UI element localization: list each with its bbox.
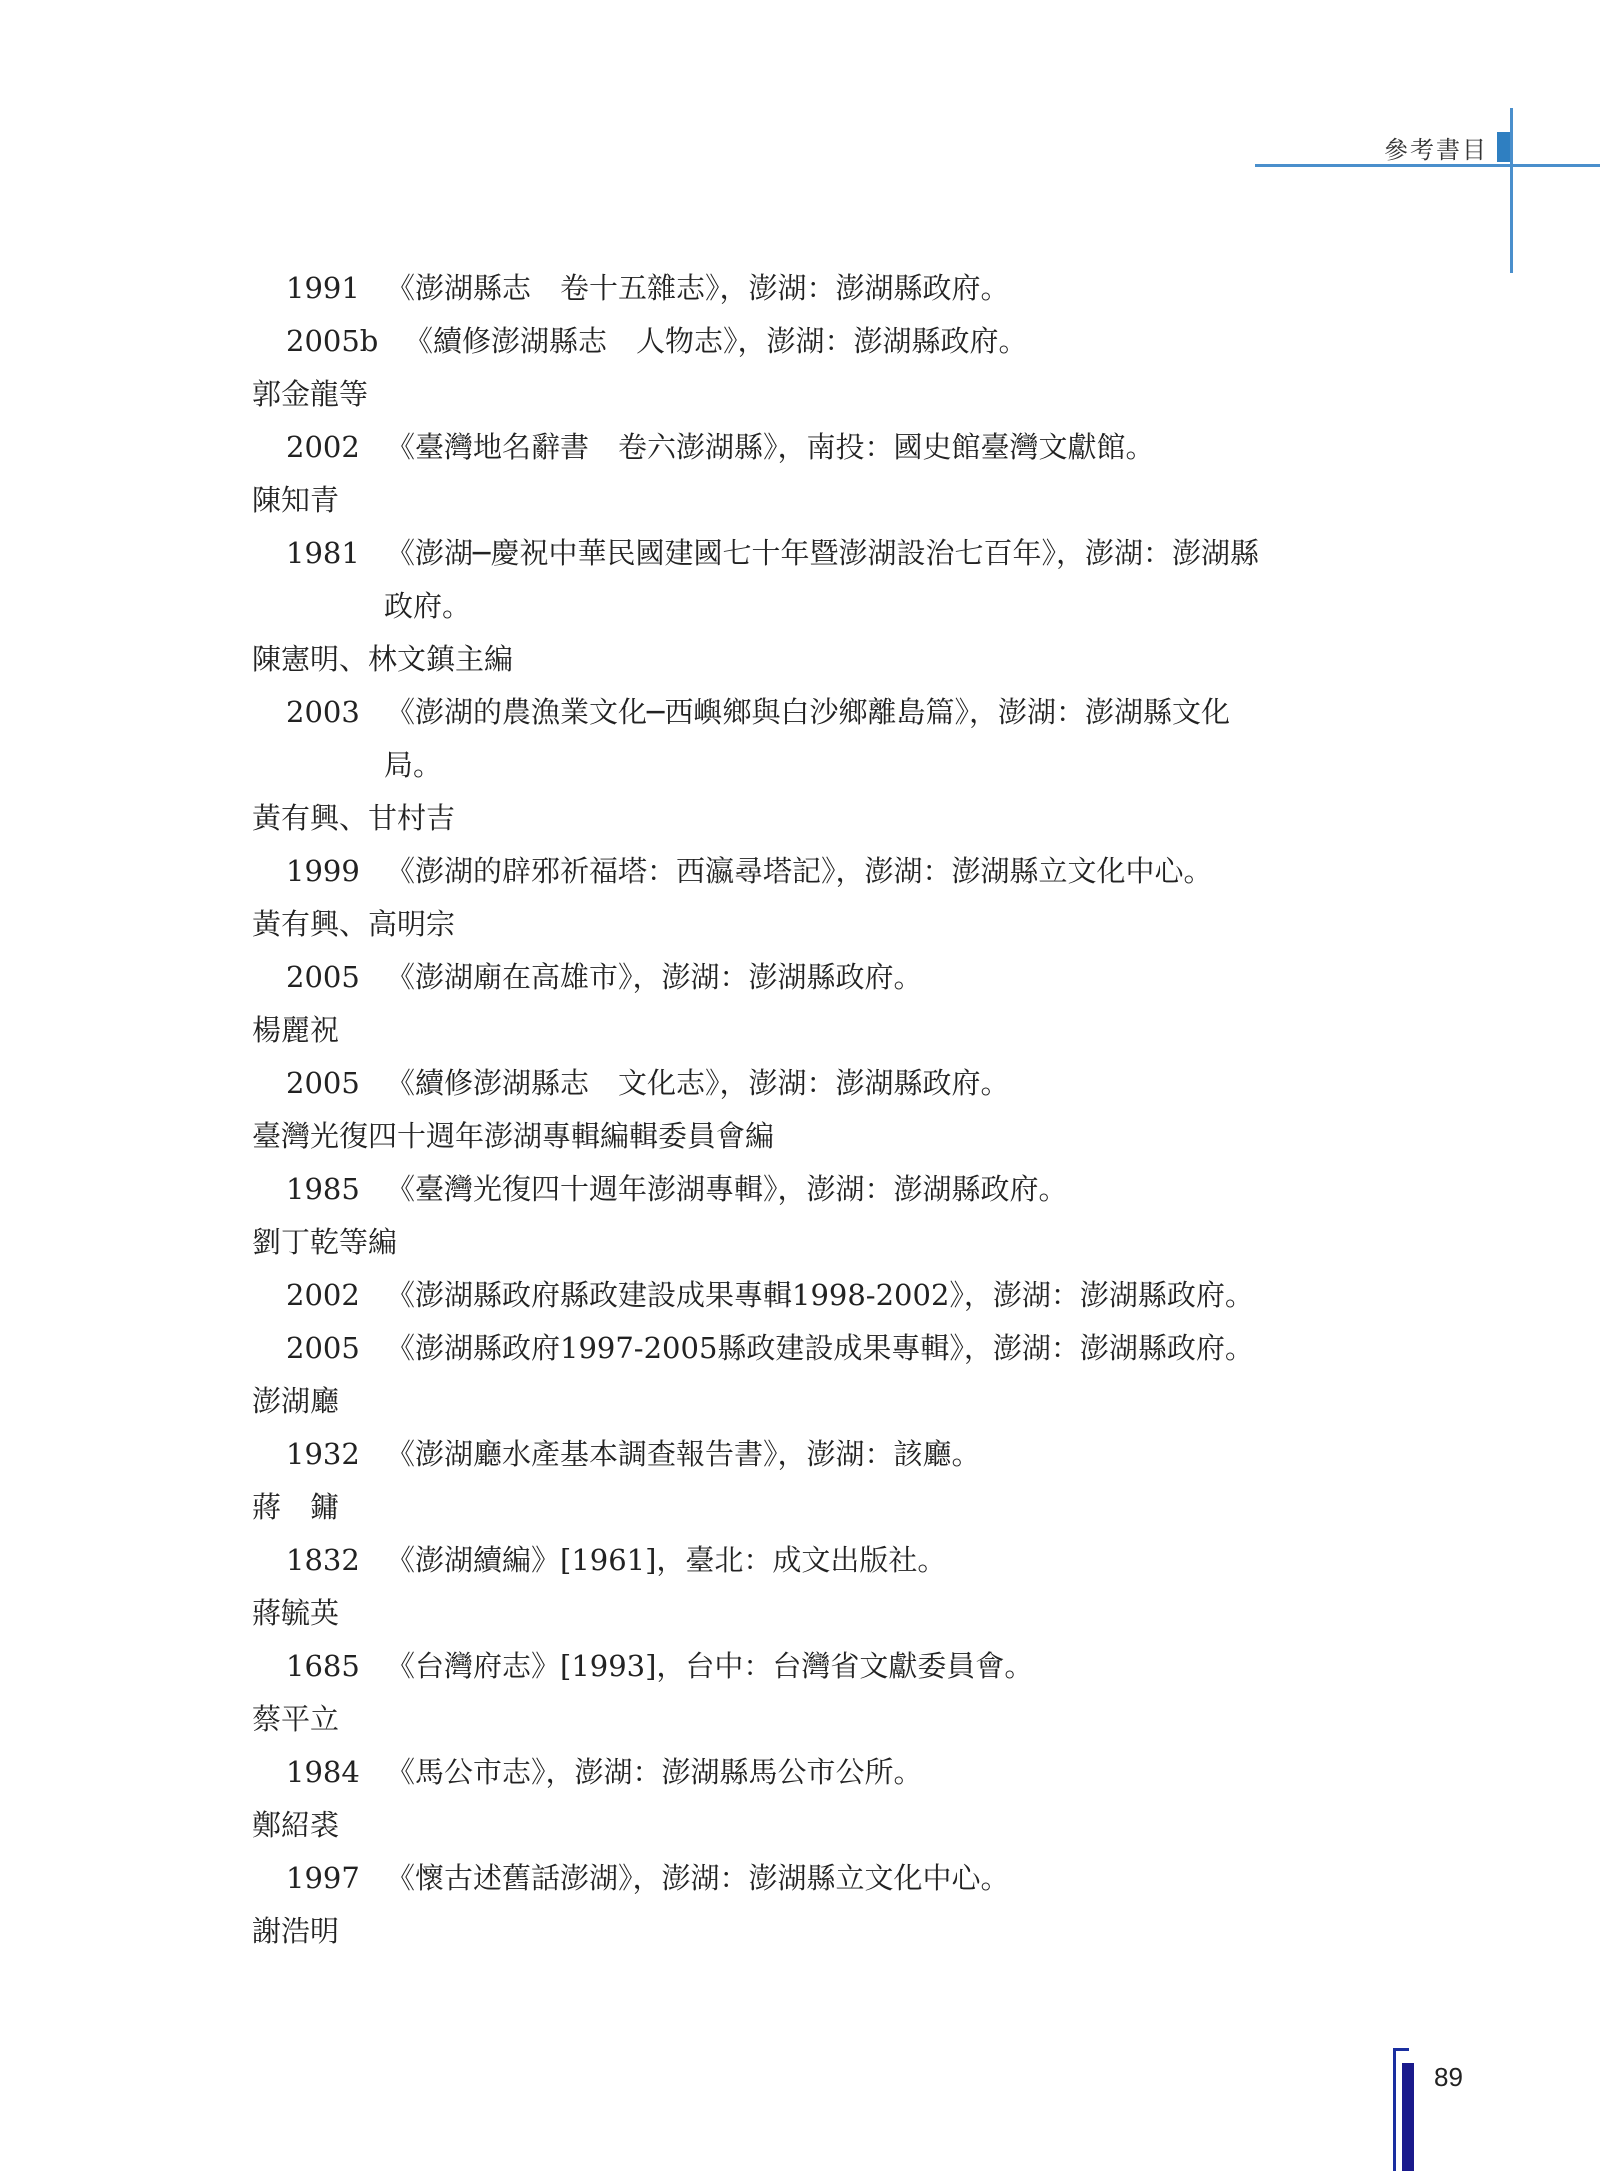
work-citation: 《澎湖廳水產基本調查報告書》，澎湖：該廳。 — [386, 1437, 981, 1471]
work-entry — [252, 315, 1402, 368]
author-heading: 澎湖廳 — [252, 1384, 340, 1418]
work-year: 1984 — [286, 1755, 360, 1789]
work-citation: 《澎湖的辟邪祈福塔：西瀛尋塔記》，澎湖：澎湖縣立文化中心。 — [386, 854, 1213, 888]
author-heading: 黃有興、高明宗 — [252, 907, 456, 941]
work-year: 2003 — [286, 695, 360, 729]
author-heading: 蔡平立 — [252, 1702, 340, 1736]
work-entry — [252, 951, 1402, 1004]
work-year: 1991 — [286, 271, 360, 305]
work-year: 1997 — [286, 1861, 360, 1895]
work-citation: 《懷古述舊話澎湖》，澎湖：澎湖縣立文化中心。 — [386, 1861, 1010, 1895]
work-year: 2005 — [286, 1331, 360, 1365]
author-heading: 劉丁乾等編 — [252, 1225, 398, 1259]
work-entry — [252, 421, 1402, 474]
author-heading: 陳憲明、林文鎮主編 — [252, 642, 514, 676]
work-citation: 《澎湖廟在高雄市》，澎湖：澎湖縣政府。 — [386, 960, 923, 994]
header-vertical-rule — [1510, 108, 1513, 273]
work-citation: 《澎湖縣政府1997-2005縣政建設成果專輯》，澎湖：澎湖縣政府。 — [386, 1331, 1254, 1365]
work-citation: 《續修澎湖縣志 文化志》，澎湖：澎湖縣政府。 — [386, 1066, 1010, 1100]
work-year: 1981 — [286, 536, 360, 570]
work-citation: 《澎湖縣志 卷十五雜志》，澎湖：澎湖縣政府。 — [386, 271, 1010, 305]
work-year: 1832 — [286, 1543, 360, 1577]
work-year: 1932 — [286, 1437, 360, 1471]
author-heading: 郭金龍等 — [252, 377, 369, 411]
work-citation: 《澎湖的農漁業文化─西嶼鄉與白沙鄉離島篇》，澎湖：澎湖縣文化 — [386, 695, 1230, 729]
work-entry — [252, 1534, 1402, 1587]
work-year: 2005 — [286, 1066, 360, 1100]
running-header-title: 參考書目 — [1384, 136, 1488, 164]
work-citation: 《澎湖縣政府縣政建設成果專輯1998-2002》，澎湖：澎湖縣政府。 — [386, 1278, 1254, 1312]
work-entry — [252, 1640, 1402, 1693]
work-entry — [252, 1322, 1402, 1375]
work-citation: 《澎湖續編》[1961]，臺北：成文出版社。 — [386, 1543, 947, 1577]
footer-vertical-rule — [1393, 2048, 1396, 2171]
work-citation: 《臺灣光復四十週年澎湖專輯》，澎湖：澎湖縣政府。 — [386, 1172, 1068, 1206]
work-citation-continuation: 政府。 — [384, 589, 472, 623]
page-number: 89 — [1434, 2062, 1463, 2092]
work-entry — [252, 1428, 1402, 1481]
work-entry — [252, 686, 1402, 739]
work-citation: 《臺灣地名辭書 卷六澎湖縣》，南投：國史館臺灣文獻館。 — [386, 430, 1155, 464]
author-heading: 鄭紹裘 — [252, 1808, 340, 1842]
author-heading: 蔣 鏞 — [252, 1490, 340, 1524]
work-citation: 《續修澎湖縣志 人物志》，澎湖：澎湖縣政府。 — [404, 324, 1028, 358]
work-entry — [252, 262, 1402, 315]
work-year: 2005b — [286, 324, 379, 358]
header-horizontal-rule — [1255, 164, 1600, 167]
work-citation: 《馬公市志》，澎湖：澎湖縣馬公市公所。 — [386, 1755, 923, 1789]
author-heading: 楊麗祝 — [252, 1013, 340, 1047]
footer-accent-bar — [1402, 2063, 1414, 2171]
work-year: 1685 — [286, 1649, 360, 1683]
work-citation: 《台灣府志》[1993]，台中：台灣省文獻委員會。 — [386, 1649, 1034, 1683]
author-heading: 黃有興、甘村吉 — [252, 801, 456, 835]
work-year: 2005 — [286, 960, 360, 994]
author-heading: 蔣毓英 — [252, 1596, 340, 1630]
work-year: 1999 — [286, 854, 360, 888]
author-heading: 陳知青 — [252, 483, 340, 517]
header-accent-block — [1497, 132, 1511, 162]
work-entry — [252, 1163, 1402, 1216]
author-heading: 謝浩明 — [252, 1914, 340, 1948]
work-entry — [252, 1057, 1402, 1110]
work-entry — [252, 1269, 1402, 1322]
work-entry — [252, 527, 1402, 580]
work-entry — [252, 845, 1402, 898]
work-year: 2002 — [286, 430, 360, 464]
work-entry — [252, 1852, 1402, 1905]
work-year: 2002 — [286, 1278, 360, 1312]
bibliography-list — [252, 262, 1402, 1958]
work-entry — [252, 1746, 1402, 1799]
work-year: 1985 — [286, 1172, 360, 1206]
author-heading: 臺灣光復四十週年澎湖專輯編輯委員會編 — [252, 1119, 775, 1153]
work-citation-continuation: 局。 — [384, 748, 443, 782]
work-citation: 《澎湖─慶祝中華民國建國七十年暨澎湖設治七百年》，澎湖：澎湖縣 — [386, 536, 1259, 570]
